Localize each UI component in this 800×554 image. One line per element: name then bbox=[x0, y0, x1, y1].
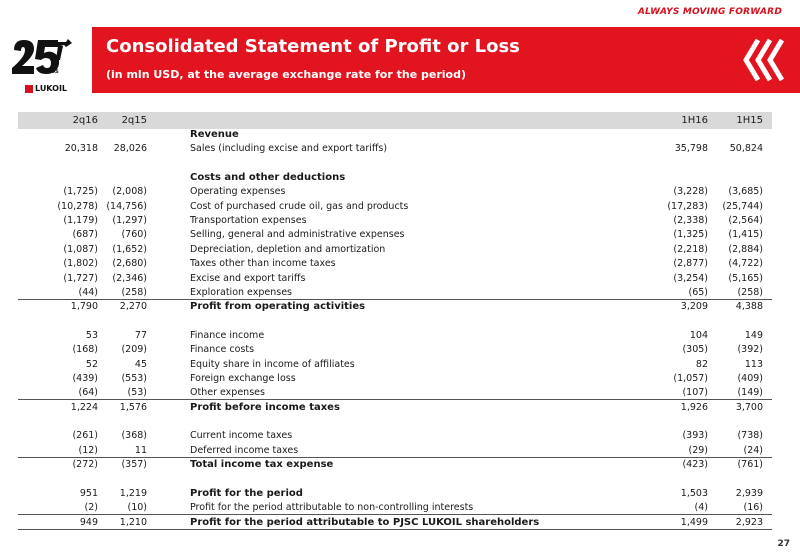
row-label: Operating expenses bbox=[190, 186, 286, 198]
page-subtitle: (in mln USD, at the average exchange rate for the period) bbox=[106, 68, 466, 81]
cell-1h15: 149 bbox=[744, 329, 763, 341]
header-1h15: 1H15 bbox=[736, 115, 763, 126]
cell-2q16: (1,179) bbox=[63, 215, 98, 227]
cell-1h16: 1,503 bbox=[680, 487, 708, 499]
cell-1h15: (409) bbox=[737, 372, 763, 384]
table-header-row bbox=[18, 114, 772, 128]
cell-1h16: (305) bbox=[682, 344, 708, 356]
cell-1h15: (738) bbox=[737, 430, 763, 442]
cell-2q15: (2,680) bbox=[112, 258, 147, 270]
chevrons-left-icon bbox=[742, 38, 784, 82]
row-label: Selling, general and administrative expenses bbox=[190, 229, 405, 241]
cell-2q16: (168) bbox=[72, 344, 98, 356]
cell-2q15: 1,219 bbox=[119, 487, 147, 499]
cell-1h15: (3,685) bbox=[728, 186, 763, 198]
table-row bbox=[18, 458, 772, 472]
cell-2q15: (368) bbox=[121, 430, 147, 442]
table-row bbox=[18, 329, 772, 343]
lukoil-25-years-logo-icon bbox=[8, 38, 76, 84]
cell-1h16: 1,499 bbox=[680, 516, 708, 528]
cell-2q16: (1,727) bbox=[63, 272, 98, 284]
cell-1h16: 3,209 bbox=[680, 301, 708, 313]
row-label: Total income tax expense bbox=[190, 459, 334, 471]
table-row bbox=[18, 200, 772, 214]
cell-1h16: 104 bbox=[689, 329, 708, 341]
row-label: Profit for the period attributable to PJSC LUKOIL shareholders bbox=[190, 516, 540, 528]
table-row bbox=[18, 487, 772, 501]
cell-2q16: 951 bbox=[79, 487, 98, 499]
cell-2q16: (1,725) bbox=[63, 186, 98, 198]
cell-2q16: (44) bbox=[78, 286, 98, 298]
cell-2q15: 1,210 bbox=[119, 516, 147, 528]
table-row bbox=[18, 142, 772, 156]
cell-2q16: 52 bbox=[85, 358, 98, 370]
cell-2q16: (272) bbox=[72, 459, 98, 471]
cell-1h16: (29) bbox=[688, 444, 708, 456]
row-label: Finance costs bbox=[190, 344, 255, 356]
header-1h16: 1H16 bbox=[681, 115, 708, 126]
cell-2q15: 1,576 bbox=[119, 401, 147, 413]
cell-1h15: (258) bbox=[737, 286, 763, 298]
cell-1h16: (65) bbox=[688, 286, 708, 298]
cell-1h15: 3,700 bbox=[735, 401, 763, 413]
cell-2q15: (1,652) bbox=[112, 243, 147, 255]
cell-2q15: 2,270 bbox=[119, 301, 147, 313]
table-row bbox=[18, 343, 772, 357]
row-label: Cost of purchased crude oil, gas and products bbox=[190, 200, 409, 212]
cell-2q15: (553) bbox=[121, 372, 147, 384]
cell-2q15: (258) bbox=[121, 286, 147, 298]
cell-1h15: 113 bbox=[744, 358, 763, 370]
table-row bbox=[18, 300, 772, 314]
cell-2q16: (261) bbox=[72, 430, 98, 442]
header-2q15: 2q15 bbox=[121, 115, 147, 126]
cell-2q16: 20,318 bbox=[64, 143, 98, 155]
cell-1h15: (392) bbox=[737, 344, 763, 356]
row-label: Excise and export tariffs bbox=[190, 272, 306, 284]
title-banner bbox=[92, 27, 800, 93]
cell-2q16: (687) bbox=[72, 229, 98, 241]
cell-1h16: 35,798 bbox=[674, 143, 708, 155]
cell-2q15: (14,756) bbox=[106, 200, 147, 212]
logo-brand-text: LUKOIL bbox=[35, 84, 68, 93]
table-row bbox=[18, 401, 772, 415]
cell-2q15: 11 bbox=[134, 444, 147, 456]
table-row bbox=[18, 157, 772, 171]
table-row bbox=[18, 358, 772, 372]
cell-2q16: (2) bbox=[84, 502, 98, 514]
row-label: Profit from operating activities bbox=[190, 301, 366, 313]
table-row bbox=[18, 415, 772, 429]
header-2q16: 2q16 bbox=[72, 115, 98, 126]
cell-2q15: 28,026 bbox=[113, 143, 147, 155]
cell-1h15: 4,388 bbox=[735, 301, 763, 313]
cell-2q15: (209) bbox=[121, 344, 147, 356]
cell-1h16: (3,254) bbox=[673, 272, 708, 284]
cell-2q15: (2,346) bbox=[112, 272, 147, 284]
table-row bbox=[18, 272, 772, 286]
table-row bbox=[18, 286, 772, 300]
cell-1h16: (1,057) bbox=[673, 372, 708, 384]
table-row bbox=[18, 228, 772, 242]
table-row bbox=[18, 214, 772, 228]
cell-2q15: (10) bbox=[127, 502, 147, 514]
cell-2q16: 1,790 bbox=[70, 301, 98, 313]
table-row bbox=[18, 185, 772, 199]
cell-2q15: (2,008) bbox=[112, 186, 147, 198]
company-logo bbox=[8, 38, 76, 100]
table-row bbox=[18, 128, 772, 142]
cell-1h15: (149) bbox=[737, 387, 763, 399]
cell-2q16: 1,224 bbox=[70, 401, 98, 413]
cell-1h15: (2,564) bbox=[728, 215, 763, 227]
cell-2q15: (1,297) bbox=[112, 215, 147, 227]
table-row bbox=[18, 257, 772, 271]
cell-1h15: (16) bbox=[743, 502, 763, 514]
cell-2q15: (760) bbox=[121, 229, 147, 241]
row-label: Depreciation, depletion and amortization bbox=[190, 243, 386, 255]
cell-2q16: (64) bbox=[78, 387, 98, 399]
cell-1h15: (25,744) bbox=[722, 200, 763, 212]
cell-1h15: (5,165) bbox=[728, 272, 763, 284]
cell-1h16: 82 bbox=[695, 358, 708, 370]
cell-1h15: (24) bbox=[743, 444, 763, 456]
cell-1h16: (393) bbox=[682, 430, 708, 442]
cell-1h16: (17,283) bbox=[667, 200, 708, 212]
cell-1h15: (1,415) bbox=[728, 229, 763, 241]
row-label: Other expenses bbox=[190, 387, 265, 399]
cell-2q15: (53) bbox=[127, 387, 147, 399]
row-label: Sales (including excise and export tariffs) bbox=[190, 143, 388, 155]
cell-2q16: (12) bbox=[78, 444, 98, 456]
tagline: ALWAYS MOVING FORWARD bbox=[637, 7, 782, 17]
logo-years-text: YEARS bbox=[44, 69, 59, 74]
row-label: Profit for the period bbox=[190, 487, 303, 499]
cell-1h16: (3,228) bbox=[673, 186, 708, 198]
cell-1h15: (4,722) bbox=[728, 258, 763, 270]
cell-2q15: 45 bbox=[134, 358, 147, 370]
row-label: Current income taxes bbox=[190, 430, 293, 442]
cell-2q15: 77 bbox=[134, 329, 147, 341]
cell-2q16: (1,087) bbox=[63, 243, 98, 255]
cell-1h16: (4) bbox=[694, 502, 708, 514]
cell-2q15: (357) bbox=[121, 459, 147, 471]
lukoil-mark-icon bbox=[25, 85, 33, 93]
row-label: Profit for the period attributable to non-controlling interests bbox=[190, 502, 474, 514]
row-label: Foreign exchange loss bbox=[190, 372, 296, 384]
table-row bbox=[18, 472, 772, 486]
table-row bbox=[18, 386, 772, 400]
cell-2q16: (10,278) bbox=[57, 200, 98, 212]
row-label: Finance income bbox=[190, 329, 265, 341]
cell-1h16: (1,325) bbox=[673, 229, 708, 241]
cell-1h15: (2,884) bbox=[728, 243, 763, 255]
table-row bbox=[18, 372, 772, 386]
row-label: Exploration expenses bbox=[190, 286, 292, 298]
logo-brand bbox=[25, 84, 67, 93]
table-row bbox=[18, 516, 772, 530]
table-row bbox=[18, 501, 772, 515]
table-row bbox=[18, 429, 772, 443]
table-row bbox=[18, 315, 772, 329]
cell-1h15: 2,939 bbox=[735, 487, 763, 499]
table-row bbox=[18, 171, 772, 185]
cell-2q16: 949 bbox=[79, 516, 98, 528]
cell-1h16: 1,926 bbox=[680, 401, 708, 413]
cell-2q16: 53 bbox=[85, 329, 98, 341]
row-label: Profit before income taxes bbox=[190, 401, 340, 413]
row-label: Taxes other than income taxes bbox=[190, 258, 336, 270]
page-title: Consolidated Statement of Profit or Loss bbox=[106, 36, 520, 57]
table-row bbox=[18, 243, 772, 257]
cell-2q16: (1,802) bbox=[63, 258, 98, 270]
cell-1h15: 2,923 bbox=[735, 516, 763, 528]
row-label: Transportation expenses bbox=[190, 215, 307, 227]
cell-1h16: (423) bbox=[682, 459, 708, 471]
page-number: 27 bbox=[777, 539, 790, 549]
cell-1h16: (107) bbox=[682, 387, 708, 399]
row-label: Equity share in income of affiliates bbox=[190, 358, 355, 370]
cell-2q16: (439) bbox=[72, 372, 98, 384]
cell-1h15: 50,824 bbox=[729, 143, 763, 155]
cell-1h16: (2,218) bbox=[673, 243, 708, 255]
table-row bbox=[18, 444, 772, 458]
cell-1h16: (2,877) bbox=[673, 258, 708, 270]
row-label: Costs and other deductions bbox=[190, 172, 346, 184]
row-label: Revenue bbox=[190, 129, 239, 140]
cell-1h16: (2,338) bbox=[673, 215, 708, 227]
cell-1h15: (761) bbox=[737, 459, 763, 471]
row-label: Deferred income taxes bbox=[190, 444, 299, 456]
